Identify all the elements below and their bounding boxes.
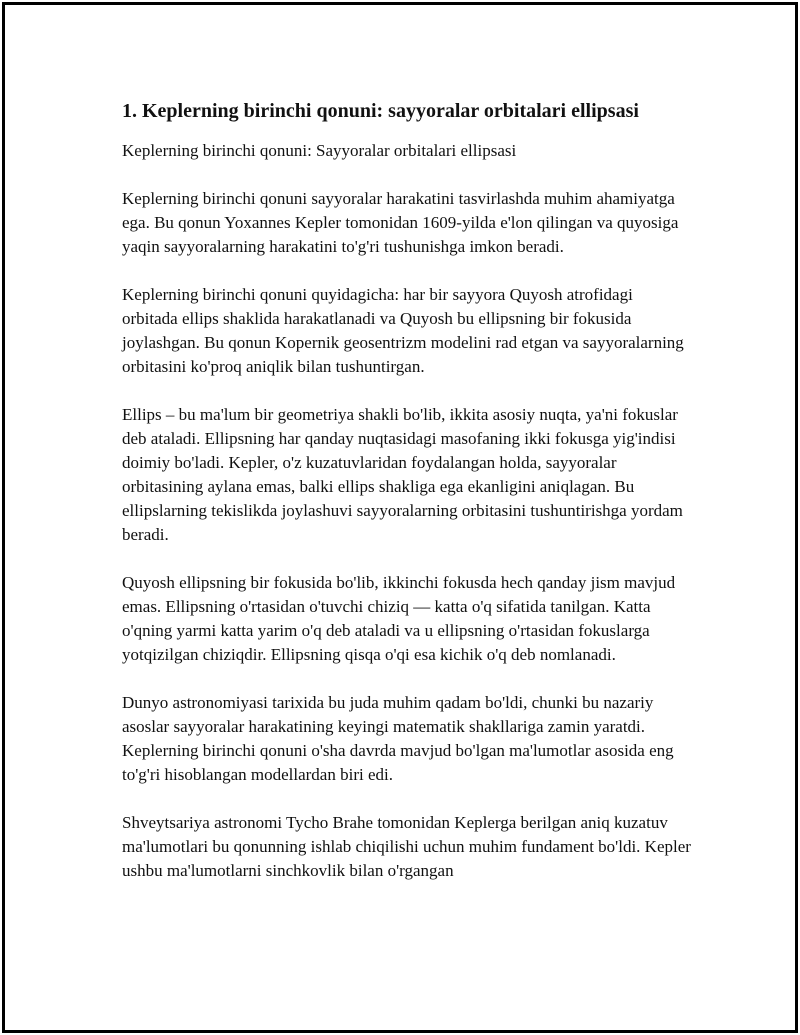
paragraph: Keplerning birinchi qonuni sayyoralar harakatini tasvirlashda muhim ahamiyatga ega. Bu qonun Yoxannes Kepler tomonidan 1609-yilda e'lon qilingan va quyosiga yaqin sayyoralarning harakatini to'g'ri tushunishga imkon beradi. bbox=[122, 189, 679, 256]
paragraph: Ellips – bu ma'lum bir geometriya shakli bo'lib, ikkita asosiy nuqta, ya'ni fokuslar deb ataladi. Ellipsning har qanday nuqtasidagi masofaning ikki fokusga yig'indisi doimiy bo'ladi. Kepler, o'z kuzatuvlaridan foydalangan holda, sayyoralar orbitasining aylana emas, balki ellips shakliga ega ekanligini aniqlagan. Bu ellipslarning tekislikda joylashuvi sayyoralarning orbitasini tushuntirishga yordam beradi. bbox=[122, 405, 683, 544]
page bbox=[2, 2, 798, 1033]
paragraph: Quyosh ellipsning bir fokusida bo'lib, ikkinchi fokusda hech qanday jism mavjud emas. Ellipsning o'rtasidan o'tuvchi chiziq — katta o'q sifatida tanilgan. Katta o'qning yarmi katta yarim o'q deb ataladi va u ellipsning o'rtasidan fokuslarga yotqizilgan chiziqdir. Ellipsning qisqa o'qi esa kichik o'q deb nomlanadi. bbox=[122, 573, 676, 664]
paragraph: Dunyo astronomiyasi tarixida bu juda muhim qadam bo'ldi, chunki bu nazariy asoslar sayyoralar harakatining keyingi matematik shakllariga zamin yaratdi. Keplerning birinchi qonuni o'sha davrda mavjud bo'lgan ma'lumotlar asosida eng to'g'ri hisoblangan modellardan biri edi. bbox=[122, 693, 674, 784]
paragraph: Shveytsariya astronomi Tycho Brahe tomonidan Keplerga berilgan aniq kuzatuv ma'lumotlari bu qonunning ishlab chiqilishi uchun muhim fundament bo'ldi. Kepler ushbu ma'lumotlarni sinchkovlik bilan o'rgangan bbox=[122, 813, 691, 880]
document-title: 1. Keplerning birinchi qonuni: sayyoralar orbitalari ellipsasi bbox=[122, 100, 639, 122]
document-subtitle: Keplerning birinchi qonuni: Sayyoralar orbitalari ellipsasi bbox=[122, 141, 517, 160]
paragraph: Keplerning birinchi qonuni quyidagicha: har bir sayyora Quyosh atrofidagi orbitada ellips shaklida harakatlanadi va Quyosh bu ellipsning bir fokusida joylashgan. Bu qonun Kopernik geosentrizm modelini rad etgan va sayyoralarning orbitasini ko'proq aniqlik bilan tushuntirgan. bbox=[122, 285, 684, 376]
document-body bbox=[122, 97, 692, 883]
